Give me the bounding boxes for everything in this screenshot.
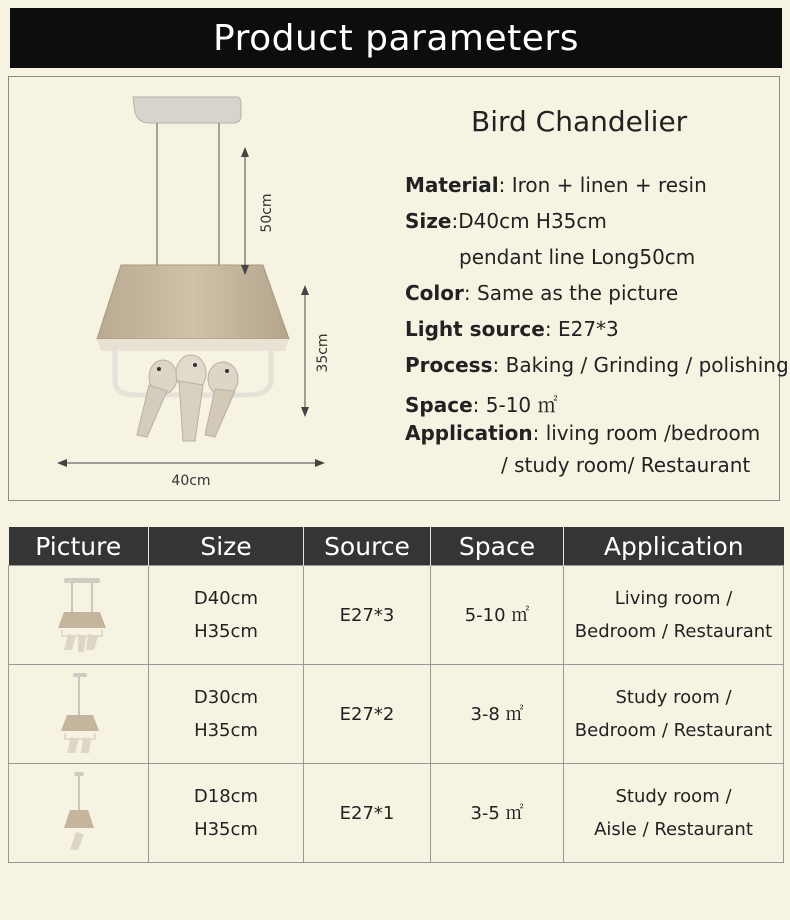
variant-table (8, 527, 783, 863)
application-line: Aisle / Restaurant (594, 819, 753, 840)
spec-separator: : (451, 209, 459, 233)
spec-value: pendant line Long50cm (459, 245, 696, 269)
application-line: Bedroom / Restaurant (574, 621, 773, 642)
ceiling-canopy (133, 97, 241, 123)
column-header-source: Source (304, 527, 431, 566)
application-cell (564, 764, 784, 863)
application-line: Living room / (614, 588, 733, 609)
source-cell: E27*3 (304, 566, 431, 665)
spec-process (405, 353, 789, 377)
chandelier-2-light-thumbnail (49, 671, 109, 757)
application-line: Bedroom / Restaurant (574, 720, 773, 741)
table-row (9, 566, 784, 665)
chandelier-illustration (9, 77, 389, 502)
spec-value: Baking / Grinding / polishing (505, 353, 789, 377)
spec-value: 5-10 ㎡ (485, 393, 558, 417)
space-cell: 5-10 ㎡ (431, 566, 564, 665)
spec-separator: : (463, 281, 477, 305)
size-diameter: D40cm (193, 588, 259, 609)
size-height: H35cm (194, 720, 258, 741)
spec-value: E27*3 (557, 317, 619, 341)
spec-panel (8, 76, 789, 501)
application-line: Study room / (615, 786, 732, 807)
chandelier-1-light-thumbnail (54, 770, 104, 856)
table-row (9, 665, 784, 764)
spec-value: D40cm H35cm (458, 209, 607, 233)
spec-label: Color (405, 281, 464, 305)
table-header-row (9, 527, 784, 566)
picture-cell (9, 566, 149, 665)
chandelier-3-light-thumbnail (44, 576, 114, 654)
page-title: Product parameters (10, 8, 782, 68)
spec-material (405, 173, 707, 197)
spec-value: Same as the picture (477, 281, 679, 305)
spec-separator: : (472, 393, 486, 417)
product-name: Bird Chandelier (471, 105, 688, 138)
size-diameter: D18cm (193, 786, 259, 807)
column-header-application: Application (564, 527, 784, 566)
source-cell: E27*2 (304, 665, 431, 764)
application-cell (564, 566, 784, 665)
spec-label: Process (405, 353, 493, 377)
source-cell: E27*1 (304, 764, 431, 863)
application-line: Study room / (615, 687, 732, 708)
size-cell (149, 764, 304, 863)
picture-cell (9, 764, 149, 863)
size-height: H35cm (194, 621, 258, 642)
spec-size (405, 209, 607, 233)
spec-color (405, 281, 678, 305)
application-cell (564, 665, 784, 764)
picture-cell (9, 665, 149, 764)
height-dimension-arrow (301, 285, 309, 417)
spec-size-continued (459, 245, 695, 269)
spec-separator: : (532, 421, 546, 445)
size-cell (149, 665, 304, 764)
column-header-picture: Picture (9, 527, 149, 566)
size-diameter: D30cm (193, 687, 259, 708)
column-header-size: Size (149, 527, 304, 566)
spec-label: Application (405, 421, 533, 445)
spec-value: / study room/ Restaurant (501, 453, 751, 477)
drop-dimension-arrow (241, 147, 249, 275)
spec-label: Material (405, 173, 499, 197)
size-height: H35cm (194, 819, 258, 840)
width-dimension-arrow (57, 459, 325, 467)
column-header-space: Space (431, 527, 564, 566)
spec-light-source (405, 317, 619, 341)
spec-separator: : (544, 317, 558, 341)
spec-label: Light source (405, 317, 545, 341)
table-row (9, 764, 784, 863)
spec-value: living room /bedroom (545, 421, 761, 445)
spec-separator: : (498, 173, 512, 197)
width-dimension-label: 40cm (171, 473, 211, 489)
spec-label: Space (405, 393, 473, 417)
space-cell: 3-5 ㎡ (431, 764, 564, 863)
spec-application (405, 421, 760, 445)
chandelier-diagram (9, 77, 389, 502)
spec-space (405, 389, 558, 418)
spec-label: Size (405, 209, 452, 233)
height-dimension-label: 35cm (315, 333, 331, 373)
drop-dimension-label: 50cm (259, 193, 275, 233)
lampshade (97, 265, 289, 351)
spec-application-continued (501, 453, 750, 477)
spec-separator: : (492, 353, 506, 377)
size-cell (149, 566, 304, 665)
spec-value: Iron + linen + resin (511, 173, 707, 197)
space-cell: 3-8 ㎡ (431, 665, 564, 764)
bird-figures (137, 355, 238, 441)
